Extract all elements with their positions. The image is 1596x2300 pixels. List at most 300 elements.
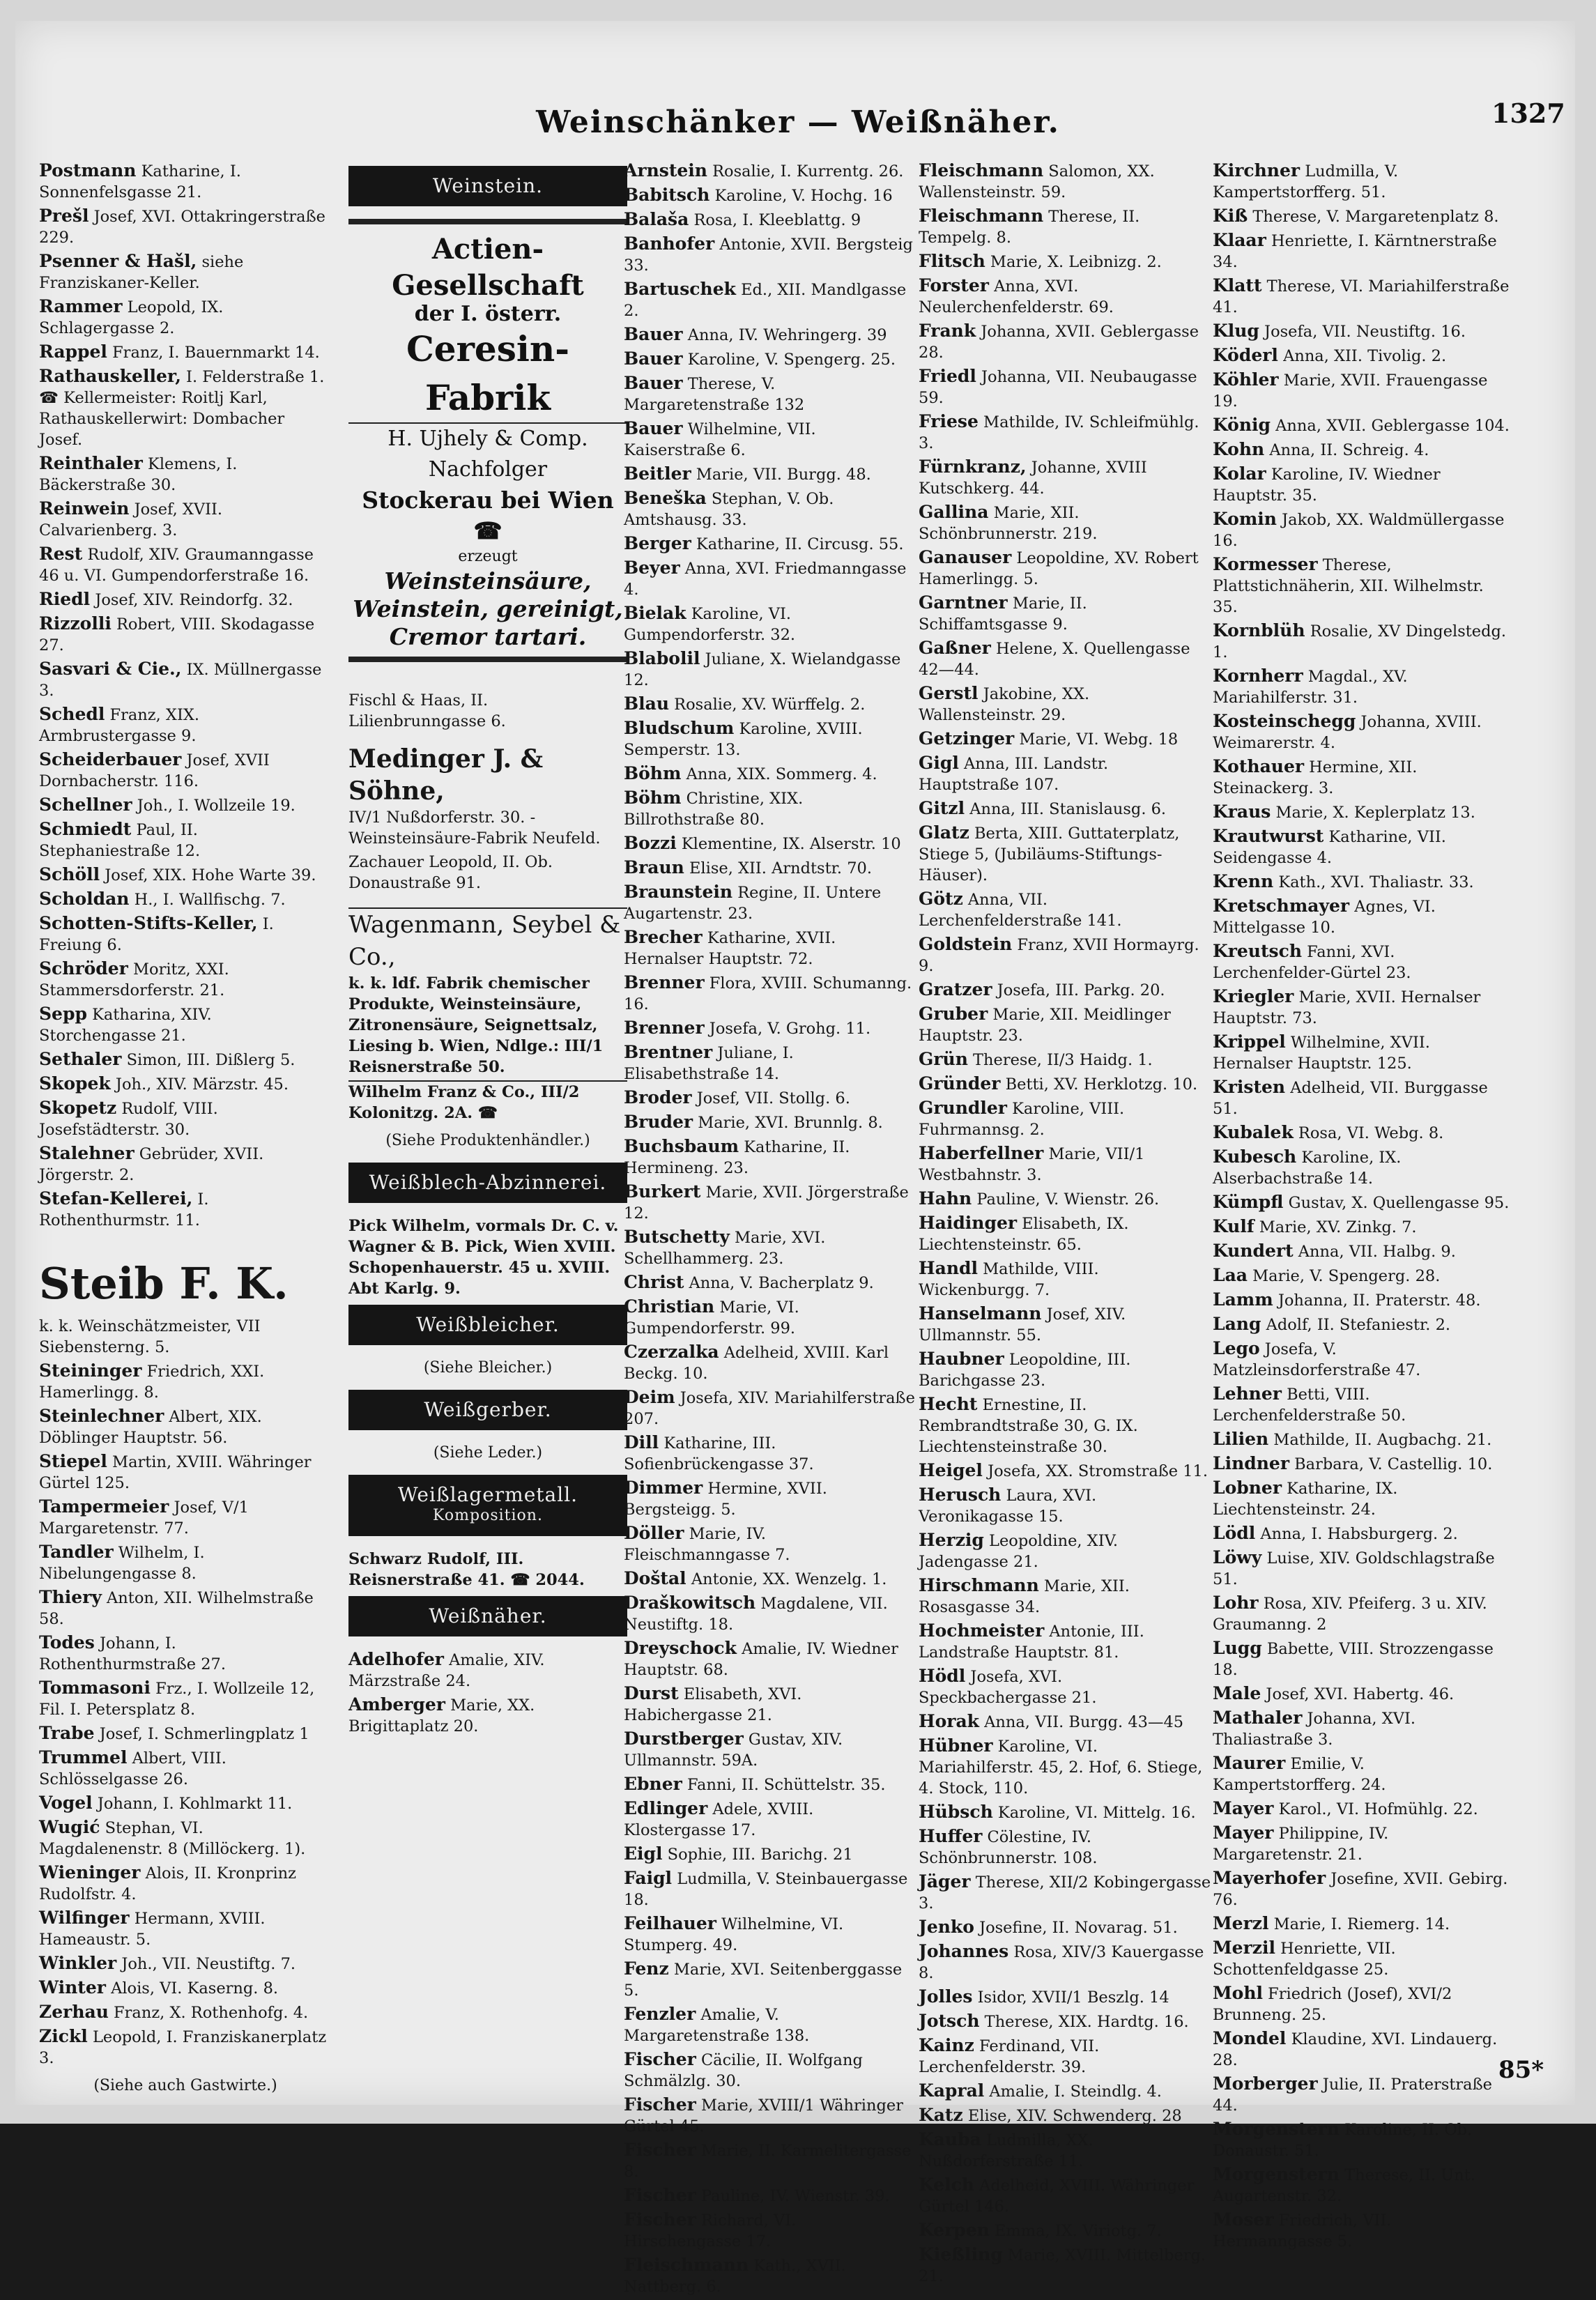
directory-entry: [1213, 1478, 1512, 1520]
directory-entry: [624, 718, 916, 760]
entry-address: Therese, II/3 Haidg. 1.: [967, 1051, 1153, 1069]
directory-entry: [624, 1728, 916, 1771]
entry-name: Schedl: [39, 704, 105, 724]
directory-entry: [39, 2002, 332, 2023]
directory-entry: [624, 833, 916, 854]
directory-entry: [624, 1112, 916, 1133]
entry-address: Karoline, IX. Alserbachstraße 14.: [1213, 1149, 1402, 1188]
entry-name: Brentner: [624, 1042, 713, 1062]
pick-entry: Pick Wilhelm, vormals Dr. C. v. Wagner & B. Pick, Wien XVIII. Schopenhauerstr. 45 u. XVIII. Abt Karlg. 9.: [348, 1217, 619, 1298]
directory-entry: [39, 453, 332, 496]
directory-entry: [624, 279, 916, 321]
directory-entry: [919, 1826, 1211, 1869]
directory-entry: [39, 342, 332, 363]
entry-name: Tandler: [39, 1542, 114, 1562]
entry-address: Elisabeth, IX. Liechtensteinstr. 65.: [919, 1215, 1129, 1254]
entry-address: Juliane, I. Elisabethstraße 14.: [624, 1044, 794, 1083]
entry-name: Mayer: [1213, 1823, 1274, 1843]
entry-name: Lugg: [1213, 1638, 1262, 1658]
directory-entry: [39, 251, 332, 293]
entry-address: Johanna, VII. Neubaugasse 59.: [919, 368, 1197, 407]
entry-name: Amberger: [348, 1694, 445, 1715]
entry-address: Anton, XII. Wilhelmstraße 58.: [39, 1589, 314, 1628]
entry-name: Bludschum: [624, 718, 735, 738]
entry-name: Horak: [919, 1711, 979, 1731]
directory-entry: [39, 1496, 332, 1539]
entry-address: Ludmilla, V. Steinbauergasse 18.: [624, 1870, 908, 1909]
directory-entry: [39, 160, 332, 203]
entry-name: Flitsch: [919, 251, 985, 271]
entry-address: Jakobine, XX. Wallensteinstr. 29.: [919, 685, 1090, 724]
directory-entry: [624, 788, 916, 830]
entry-address: Isidor, XVII/1 Beszlg. 14: [972, 1988, 1169, 2007]
directory-entry: [1213, 2164, 1512, 2207]
directory-entry: [1213, 1823, 1512, 1865]
section-header-weisslagermetall: [348, 1475, 627, 1536]
entry-address: Gustav, X. Quellengasse 95.: [1283, 1194, 1510, 1212]
entry-address: Flora, XVIII. Schumanng. 16.: [624, 974, 912, 1013]
directory-entry: [39, 1908, 332, 1950]
entry-address: Antonie, XX. Wenzelg. 1.: [686, 1570, 887, 1588]
entry-name: Brenner: [624, 1018, 705, 1038]
directory-entry: [919, 753, 1211, 795]
entry-name: Kerpen: [919, 2220, 990, 2240]
directory-entry: [1213, 160, 1512, 203]
directory-entry: [919, 2244, 1211, 2287]
entry-name: Dill: [624, 1432, 659, 1452]
directory-entry: [624, 1432, 916, 1475]
entry-name: Braunstein: [624, 882, 733, 902]
leder-note: (Siehe Leder.): [433, 1444, 543, 1462]
entry-address: Hermine, XVII. Bergsteigg. 5.: [624, 1480, 827, 1519]
entry-address: Juliane, X. Wielandgasse 12.: [624, 650, 901, 689]
entry-address: Alois, II. Kronprinz Rudolfstr. 4.: [39, 1864, 297, 1903]
directory-entry: [39, 366, 332, 450]
entry-address: Marie, X. Leibnizg. 2.: [985, 253, 1162, 271]
directory-entry: [1213, 1314, 1512, 1335]
entry-name: Vogel: [39, 1793, 93, 1813]
entry-address: Katharine, I. Sonnenfelsgasse 21.: [39, 162, 241, 201]
entry-address: Franz, XIX. Armbrustergasse 9.: [39, 706, 200, 745]
directory-entry: [919, 683, 1211, 726]
entry-name: Sepp: [39, 1004, 87, 1024]
entry-name: Faigl: [624, 1868, 673, 1888]
entry-address: Henriette, VII. Schottenfeldgasse 25.: [1213, 1940, 1396, 1979]
signature-mark: 85*: [1498, 2056, 1544, 2084]
entry-address: Philippine, IV. Margaretenstr. 21.: [1213, 1825, 1389, 1864]
directory-entry: [919, 798, 1211, 820]
directory-entry: [39, 498, 332, 541]
directory-entry: [624, 882, 916, 924]
entry-name: Köderl: [1213, 345, 1278, 365]
directory-entry: [1213, 1523, 1512, 1544]
entry-name: Balaša: [624, 209, 689, 229]
entry-name: Mohl: [1213, 1983, 1264, 2003]
entry-address: Klementine, IX. Alserstr. 10: [676, 835, 901, 853]
entry-address: Rosa, XIV/3 Kauergasse 8.: [919, 1943, 1204, 1982]
entry-name: Bauer: [624, 373, 683, 393]
directory-entry: [624, 763, 916, 785]
entry-address: Henriette, I. Kärntnerstraße 34.: [1213, 232, 1497, 271]
directory-entry: [624, 2255, 916, 2297]
entry-address: Moritz, XXI. Stammersdorferstr. 21.: [39, 960, 229, 999]
entry-address: Elise, XIV. Schwenderg. 28: [962, 2107, 1182, 2125]
directory-entry: [919, 1666, 1211, 1708]
entry-address: Paul, II. Stephaniestraße 12.: [39, 821, 201, 860]
entry-address: Katharine, VII. Seidengasse 4.: [1213, 828, 1446, 867]
entry-name: Klug: [1213, 321, 1259, 341]
entry-name: Lamm: [1213, 1289, 1273, 1310]
entry-name: Jotsch: [919, 2011, 980, 2031]
directory-entry: [1213, 756, 1512, 799]
directory-entry: [624, 348, 916, 370]
wagenmann-text: k. k. ldf. Fabrik chemischer Produkte, Weinsteinsäure, Zitronensäure, Seignettsalz, Liesing b. Wien, Ndlge.: III/1 Reisnerstraße 50.: [348, 974, 604, 1076]
directory-entry: [919, 366, 1211, 408]
directory-entry: [919, 1460, 1211, 1482]
entry-name: Wugić: [39, 1817, 100, 1837]
entry-address: Christine, XIX. Billrothstraße 80.: [624, 790, 804, 829]
directory-entry: [624, 1683, 916, 1726]
entry-address: Marie, XVI. Brunnlg. 8.: [693, 1114, 883, 1132]
directory-entry: [39, 1723, 332, 1745]
entry-name: Morberger: [1213, 2073, 1318, 2094]
directory-entry: [1213, 1192, 1512, 1213]
entry-address: Kath., XVII. Nattberg. 6.: [624, 2257, 846, 2296]
directory-entry: [919, 728, 1211, 750]
directory-entry: [919, 1098, 1211, 1140]
entry-address: Franz, XVII Hormayrg. 9.: [919, 936, 1199, 975]
directory-entry: [919, 1188, 1211, 1210]
entry-name: Friedl: [919, 366, 976, 386]
directory-entry: [39, 704, 332, 746]
entry-address: Karoline, V. Hochg. 16: [709, 187, 893, 205]
directory-entry: [1213, 986, 1512, 1029]
entry-address: Rosalie, XV. Würffelg. 2.: [669, 696, 866, 714]
entry-address: Katharina, XIV. Storchengasse 21.: [39, 1006, 212, 1045]
entry-name: Kraus: [1213, 802, 1271, 822]
directory-entry: [624, 185, 916, 206]
entry-address: Karoline, II. Ob. Donaustr. 51.: [1213, 2121, 1473, 2160]
entry-address: Ludmilla, XX. Nußdorferstraße 11.: [919, 2131, 1094, 2170]
entry-address: Therese, VI. Mariahilferstraße 41.: [1213, 277, 1510, 316]
column-4: [919, 160, 1211, 2290]
entry-address: Karoline, VI. Gumpendorferstr. 32.: [624, 605, 796, 644]
directory-entry: [624, 488, 916, 530]
directory-entry: [348, 1649, 627, 1692]
ad-subtitle: der I. österr.: [414, 302, 562, 326]
entry-name: Rizzolli: [39, 613, 112, 634]
ad-company: Ceresin-Fabrik: [406, 328, 569, 418]
entry-name: Stalehner: [39, 1143, 135, 1163]
entry-name: Reinthaler: [39, 453, 143, 473]
entry-address: Therese, XIX. Hardtg. 16.: [979, 2013, 1189, 2031]
entry-name: Steininger: [39, 1360, 142, 1381]
entry-address: Leopoldine, XV. Robert Hamerlingg. 5.: [919, 549, 1199, 588]
directory-entry: [919, 1349, 1211, 1391]
entry-name: Reinwein: [39, 498, 130, 519]
directory-entry: [1213, 275, 1512, 318]
directory-entry: [39, 613, 332, 656]
directory-entry: [1213, 1938, 1512, 1980]
entry-name: Hübsch: [919, 1802, 993, 1822]
directory-entry: [39, 1587, 332, 1630]
directory-entry: [624, 2185, 916, 2207]
directory-entry: [1213, 1289, 1512, 1311]
entry-name: Tampermeier: [39, 1496, 169, 1517]
entry-name: Lohr: [1213, 1593, 1259, 1613]
directory-entry: [39, 819, 332, 861]
entry-name: Krautwurst: [1213, 826, 1324, 846]
entry-name: Kümpfl: [1213, 1192, 1284, 1212]
directory-entry: [919, 1143, 1211, 1186]
entry-address: Sophie, III. Barichg. 21: [662, 1846, 853, 1864]
entry-name: Mondel: [1213, 2028, 1287, 2048]
directory-entry: [624, 2004, 916, 2046]
entry-address: Leopold, IX. Schlagergasse 2.: [39, 298, 224, 337]
entry-name: Bauer: [624, 418, 683, 438]
entry-name: Stefan-Kellerei,: [39, 1188, 193, 1209]
entry-name: Fischer: [624, 2140, 696, 2160]
see-also-note: (Siehe auch Gastwirte.): [93, 2077, 277, 2094]
entry-name: Arnstein: [624, 160, 707, 181]
directory-entry: [624, 1958, 916, 2001]
directory-entry: [624, 1136, 916, 1179]
entry-name: Götz: [919, 889, 963, 909]
directory-entry: [39, 1188, 332, 1231]
directory-entry: [39, 589, 332, 611]
entry-name: Sethaler: [39, 1049, 122, 1069]
directory-entry: [624, 463, 916, 485]
directory-entry: [1213, 620, 1512, 663]
entry-name: Lehner: [1213, 1383, 1282, 1404]
directory-entry: [919, 1735, 1211, 1799]
entry-address: Anna, III. Landstr. Hauptstraße 107.: [919, 755, 1109, 794]
entry-address: Therese, II. Tempelg. 8.: [919, 208, 1140, 247]
entry-address: Josefine, XVII. Gebirg. 76.: [1213, 1870, 1508, 1909]
entry-name: Lobner: [1213, 1478, 1282, 1498]
entry-address: Marie, XII. Schönbrunnerstr. 219.: [919, 504, 1098, 543]
entry-name: Morgenstern: [1213, 2119, 1340, 2139]
entry-address: Marie, XV. Zinkg. 7.: [1254, 1218, 1417, 1236]
entry-name: Heigel: [919, 1460, 983, 1480]
entry-name: Gaßner: [919, 638, 991, 658]
directory-entry: [919, 2105, 1211, 2126]
entry-address: Therese, XII/2 Kobingergasse 3.: [919, 1873, 1211, 1912]
entry-address: Katharine, II. Circusg. 55.: [691, 535, 904, 553]
entry-name: Bielak: [624, 603, 686, 623]
directory-entry: [624, 2209, 916, 2252]
entry-address: Mathilde, VIII. Wickenburgg. 7.: [919, 1260, 1099, 1299]
entry-name: Löwy: [1213, 1547, 1262, 1567]
entry-address: Adelheid, VII. Burggasse 51.: [1213, 1079, 1488, 1118]
directory-entry: [624, 1868, 916, 1910]
directory-entry: [1213, 206, 1512, 227]
directory-entry: [919, 1213, 1211, 1255]
directory-entry: [624, 603, 916, 645]
entry-address: Fanni, XVI. Lerchenfelder-Gürtel 23.: [1213, 943, 1411, 982]
entry-address: Leopoldine, III. Barichgasse 23.: [919, 1351, 1131, 1390]
entry-address: Marie, XX. Brigittaplatz 20.: [348, 1696, 535, 1735]
section-header-weissnaeher: Weißnäher.: [348, 1596, 627, 1636]
directory-entry: [624, 648, 916, 691]
entry-name: Jäger: [919, 1871, 971, 1892]
entry-address: Marie, XVIII. Mittelberg. 21.: [919, 2246, 1206, 2285]
box-title: Weißlagermetall.: [397, 1483, 578, 1506]
entry-address: Anna, II. Schreig. 4.: [1264, 441, 1429, 459]
directory-entry: [919, 1986, 1211, 2008]
entry-name: Handl: [919, 1258, 978, 1278]
directory-entry: [39, 206, 332, 248]
entry-name: Riedl: [39, 589, 91, 609]
entry-name: Todes: [39, 1632, 95, 1653]
steib-heading: Steib F. K.: [39, 1258, 289, 1309]
entry-address: Marie, XVIII/1 Währinger Gürtel 45.: [624, 2096, 903, 2136]
entry-address: Karoline, VI. Mariahilferstr. 45, 2. Hof, 6. Stiege, 4. Stock, 110.: [919, 1738, 1203, 1797]
entry-name: Fleischmann: [919, 206, 1044, 226]
directory-entry: [624, 1913, 916, 1956]
entry-address: Josef, VII. Stollg. 6.: [691, 1089, 850, 1107]
entry-address: Therese, Plattstichnäherin, XII. Wilhelmstr. 35.: [1213, 556, 1484, 616]
entry-name: Christian: [624, 1296, 715, 1317]
entry-address: Regine, II. Untere Augartenstr. 23.: [624, 884, 882, 923]
entry-address: Elise, XII. Arndtstr. 70.: [684, 859, 872, 877]
directory-entry: [624, 1387, 916, 1429]
entry-name: Dreyschock: [624, 1638, 737, 1658]
entry-address: Mathilde, IV. Schleifmühlg. 3.: [919, 413, 1199, 452]
entry-name: Stiepel: [39, 1451, 107, 1471]
ad-product-3: Cremor tartari.: [348, 623, 627, 662]
directory-entry: [39, 544, 332, 586]
entry-address: Therese, V. Margaretenplatz 8.: [1248, 208, 1499, 226]
directory-entry: [1213, 1032, 1512, 1074]
entry-address: Amalie, I. Steindlg. 4.: [984, 2083, 1162, 2101]
directory-entry: [919, 1303, 1211, 1346]
entry-name: Braun: [624, 857, 684, 877]
entry-address: Laura, XVI. Veronikagasse 15.: [919, 1487, 1097, 1526]
entry-name: Gigl: [919, 753, 959, 773]
entry-name: Gitzl: [919, 798, 965, 818]
entry-address: Emilie, V. Kampertstorfferg. 24.: [1213, 1755, 1386, 1794]
entry-address: Friedrich (Josef), XVI/2 Brunneng. 25.: [1213, 1985, 1452, 2024]
directory-entry: [624, 1296, 916, 1339]
entry-address: Karoline, V. Spengerg. 25.: [682, 351, 896, 369]
entry-name: Krenn: [1213, 871, 1274, 891]
directory-entry: [1213, 321, 1512, 342]
entry-name: Laa: [1213, 1265, 1248, 1285]
entry-address: Amalie, IV. Wiedner Hauptstr. 68.: [624, 1640, 898, 1679]
entry-name: Schellner: [39, 795, 132, 815]
entry-address: Stephan, V. Ob. Amtshausg. 33.: [624, 490, 834, 529]
box-subtitle: Komposition.: [433, 1507, 543, 1524]
entry-name: Getzinger: [919, 728, 1015, 749]
entry-address: Marie, II. Schiffamtsgasse 9.: [919, 595, 1087, 634]
directory-entry: [39, 1073, 332, 1095]
entry-name: Winkler: [39, 1953, 117, 1973]
directory-entry: [1213, 1216, 1512, 1238]
entry-address: Karoline, XVIII. Semperstr. 13.: [624, 720, 863, 759]
entry-address: Josef, XIX. Hohe Warte 39.: [100, 866, 316, 884]
zachauer-entry: Zachauer Leopold, II. Ob. Donaustraße 91.: [348, 853, 553, 892]
directory-entry: [624, 1018, 916, 1039]
directory-entry: [39, 958, 332, 1001]
entry-name: Kretschmayer: [1213, 896, 1350, 916]
entry-name: Fleischmann: [919, 160, 1044, 181]
entry-list-2: [348, 1649, 627, 1737]
steib-text: k. k. Weinschätzmeister, VII Siebensterng. 5.: [39, 1317, 261, 1356]
entry-name: Bartuschek: [624, 279, 736, 299]
entry-address: Simon, III. Dißlerg 5.: [121, 1051, 296, 1069]
directory-entry: [919, 2011, 1211, 2032]
entry-name: Fischer: [624, 2209, 696, 2230]
entry-address: Josefa, V. Matzleinsdorferstraße 47.: [1213, 1340, 1421, 1379]
entry-address: Marie, XVII. Jörgerstraße 12.: [624, 1183, 909, 1222]
directory-entry: [624, 1478, 916, 1520]
entry-name: Haberfellner: [919, 1143, 1044, 1163]
entry-name: Goldstein: [919, 934, 1013, 954]
directory-entry: [919, 1941, 1211, 1984]
directory-entry: [624, 1227, 916, 1269]
directory-entry: [39, 659, 332, 701]
entry-name: Fenzler: [624, 2004, 696, 2024]
directory-entry: [1213, 1708, 1512, 1750]
entry-name: Deim: [624, 1387, 675, 1407]
directory-entry: [919, 321, 1211, 363]
entry-address: Katharine, II. Hermineng. 23.: [624, 1138, 850, 1177]
directory-entry: [1213, 2209, 1512, 2252]
directory-entry: [919, 1711, 1211, 1733]
directory-entry: [39, 1360, 332, 1403]
section-header-weissgerber: Weißgerber.: [348, 1390, 627, 1430]
entry-name: Grün: [919, 1049, 968, 1069]
entry-name: Gründer: [919, 1073, 1001, 1094]
entry-name: Steinlechner: [39, 1406, 164, 1426]
entry-name: Haubner: [919, 1349, 1004, 1369]
entry-name: Kubesch: [1213, 1147, 1297, 1167]
entry-name: Merzl: [1213, 1913, 1269, 1933]
entry-address: Marie, VII/1 Westbahnstr. 3.: [919, 1145, 1145, 1184]
section-header-weinstein: Weinstein.: [348, 166, 627, 206]
entry-name: Bruder: [624, 1112, 693, 1132]
entry-address: Anna, V. Bacherplatz 9.: [684, 1274, 874, 1292]
entry-name: Merzil: [1213, 1938, 1275, 1958]
entry-address: Karoline, IV. Wiedner Hauptstr. 35.: [1213, 466, 1441, 505]
entry-address: Gebrüder, XVII. Jörgerstr. 2.: [39, 1145, 264, 1184]
entry-name: Beneška: [624, 488, 707, 508]
entry-address: Josef, XVI. Ottakringerstraße 229.: [39, 208, 325, 247]
entry-address: Marie, V. Spengerg. 28.: [1247, 1267, 1441, 1285]
entry-address: Anna, III. Stanislausg. 6.: [965, 800, 1167, 818]
entry-address: Karol., VI. Hofmühlg. 22.: [1273, 1800, 1478, 1818]
entry-name: Moser: [1213, 2209, 1274, 2230]
entry-name: Kulf: [1213, 1216, 1254, 1236]
entry-name: Skopetz: [39, 1098, 117, 1118]
entry-address: Rosa, XIV. Pfeiferg. 3 u. XIV. Graumanng. 2: [1213, 1595, 1487, 1634]
entry-name: Lang: [1213, 1314, 1261, 1334]
entry-address: Anna, XVI. Neulerchenfelderstr. 69.: [919, 277, 1114, 316]
entry-name: Banhofer: [624, 233, 715, 254]
entry-name: König: [1213, 415, 1271, 435]
directory-entry: [39, 1406, 332, 1448]
directory-entry: [39, 1143, 332, 1186]
entry-address: Kath., XVI. Thaliastr. 33.: [1273, 873, 1474, 891]
directory-entry: [39, 1793, 332, 1814]
entry-address: Johann, I. Rothenthurmstraße 27.: [39, 1634, 226, 1673]
entry-address: Anna, XIX. Sommerg. 4.: [681, 765, 877, 783]
entry-address: Richard, VI. Hirschengasse 17.: [624, 2211, 797, 2251]
directory-entry: [919, 934, 1211, 976]
entry-address: Joh., VII. Neustiftg. 7.: [116, 1955, 296, 1973]
entry-name: Kormesser: [1213, 554, 1318, 574]
